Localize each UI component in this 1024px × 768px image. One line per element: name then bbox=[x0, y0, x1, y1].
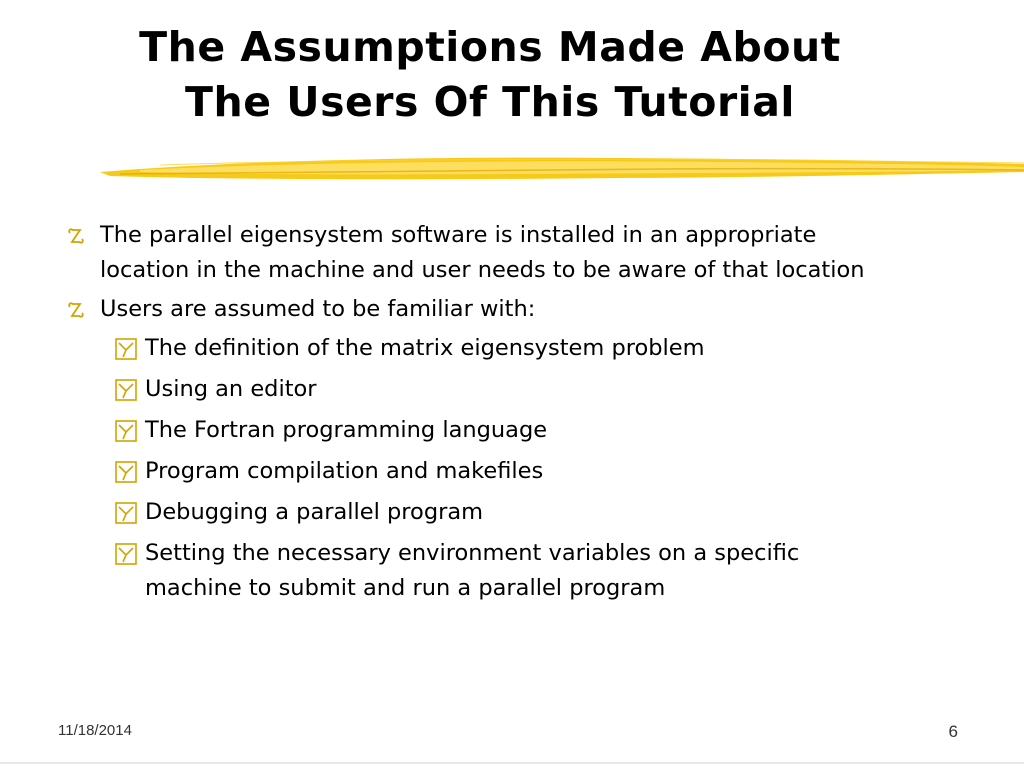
sub-bullet-item bbox=[60, 454, 1000, 489]
slide-title-line-2: The Users Of This Tutorial bbox=[185, 78, 795, 126]
bottom-divider bbox=[0, 762, 1024, 764]
slide-title bbox=[40, 20, 940, 130]
footer-date: 11/18/2014 bbox=[58, 722, 132, 739]
checkbox-y-icon bbox=[115, 379, 137, 401]
sub-bullet-text: The definition of the matrix eigensystem problem bbox=[145, 335, 705, 361]
sub-bullet-text-line-1: Setting the necessary environment variables on a specific bbox=[145, 540, 800, 566]
z-swirl-icon bbox=[64, 292, 88, 327]
sub-bullet-item bbox=[60, 413, 1000, 448]
sub-bullet-text: The Fortran programming language bbox=[145, 417, 548, 443]
sub-bullet-item bbox=[60, 372, 1000, 407]
bullet-item bbox=[60, 292, 1000, 327]
sub-bullet-text-line-2: machine to submit and run a parallel program bbox=[145, 575, 666, 601]
checkbox-y-icon bbox=[115, 502, 137, 524]
checkbox-y-icon bbox=[115, 420, 137, 442]
bullet-text-line-2: location in the machine and user needs to be aware of that location bbox=[100, 257, 865, 283]
bullet-text: Users are assumed to be familiar with: bbox=[100, 296, 536, 322]
sub-bullet-item bbox=[60, 331, 1000, 366]
yellow-brush-stroke bbox=[100, 150, 1024, 186]
checkbox-y-icon bbox=[115, 461, 137, 483]
sub-bullet-text: Program compilation and makefiles bbox=[145, 458, 544, 484]
checkbox-y-icon bbox=[115, 338, 137, 360]
checkbox-y-icon bbox=[115, 543, 137, 565]
sub-bullet-text: Debugging a parallel program bbox=[145, 499, 484, 525]
sub-bullet-item bbox=[60, 495, 1000, 530]
footer-page-number: 6 bbox=[948, 722, 958, 741]
slide-body bbox=[60, 218, 1000, 612]
bullet-text-line-1: The parallel eigensystem software is installed in an appropriate bbox=[100, 222, 817, 248]
slide-title-line-1: The Assumptions Made About bbox=[139, 23, 841, 71]
z-swirl-icon bbox=[64, 218, 88, 253]
bullet-item bbox=[60, 218, 1000, 288]
sub-bullet-item bbox=[60, 536, 1000, 606]
sub-bullet-text: Using an editor bbox=[145, 376, 317, 402]
